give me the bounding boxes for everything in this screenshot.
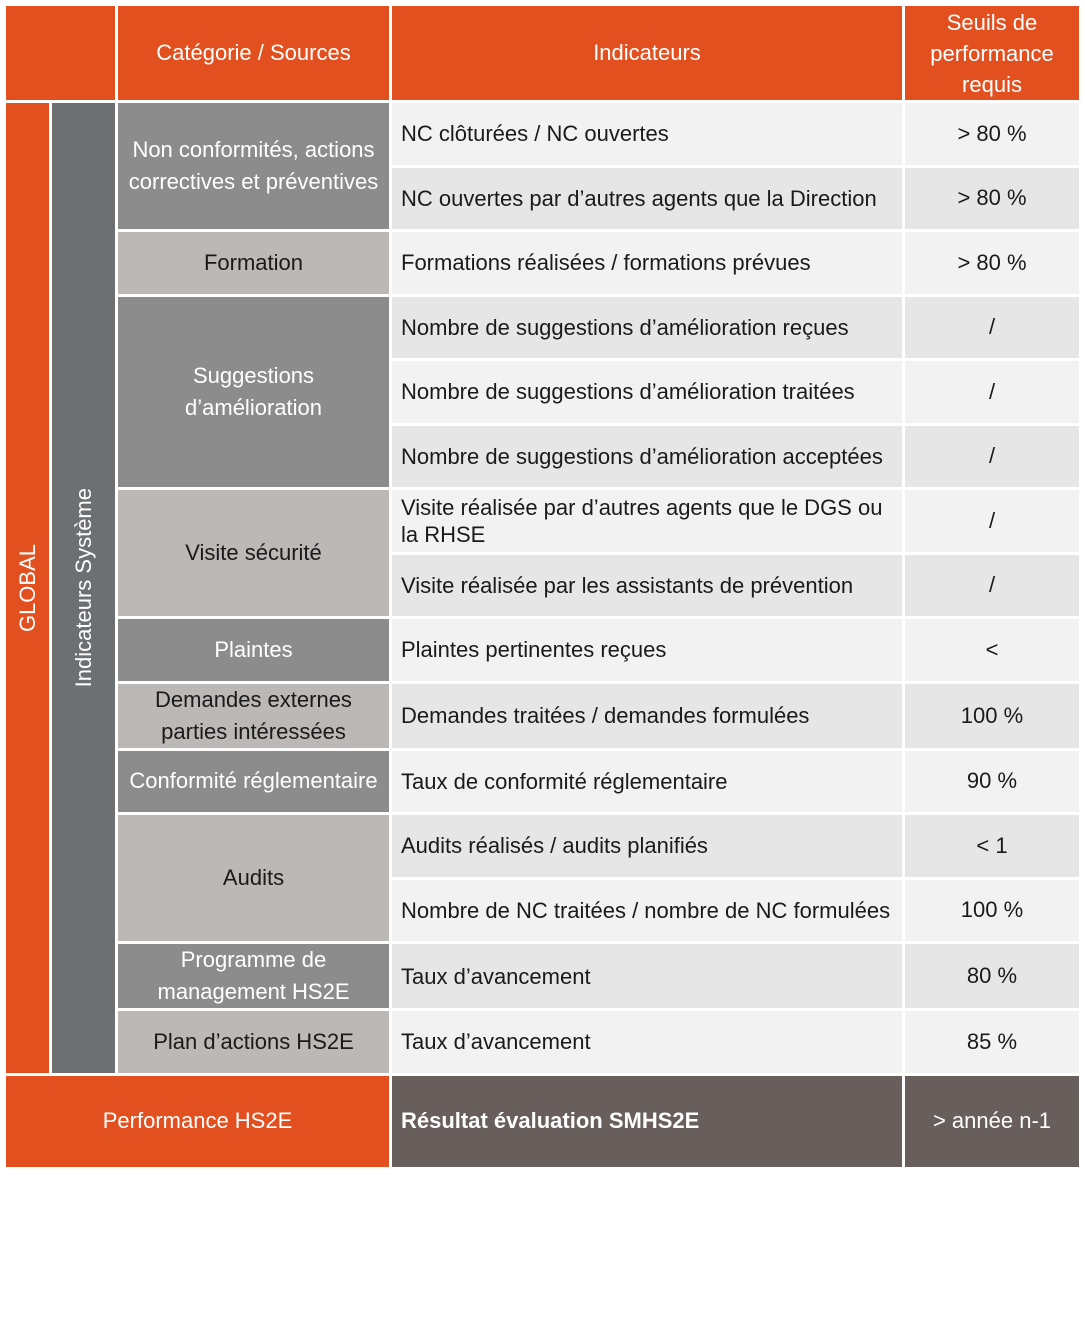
category-cell: Demandes externes parties intéressées [117, 682, 391, 749]
category-cell: Plan d’actions HS2E [117, 1010, 391, 1075]
table-row [5, 102, 1081, 167]
threshold-cell: 80 % [904, 943, 1081, 1010]
indicator-cell: Taux d’avancement [391, 1010, 904, 1075]
indicator-cell: Visite réalisée par les assistants de prévention [391, 553, 904, 618]
indicator-cell: Plaintes pertinentes reçues [391, 618, 904, 683]
category-cell: Suggestions d’amélioration [117, 295, 391, 489]
category-cell: Plaintes [117, 618, 391, 683]
header-corner [5, 5, 117, 102]
indicator-cell: Taux de conformité réglementaire [391, 749, 904, 814]
indicator-cell: NC clôturées / NC ouvertes [391, 102, 904, 167]
footer-row [5, 1074, 1081, 1168]
indicator-cell: Demandes traitées / demandes formulées [391, 682, 904, 749]
threshold-cell: / [904, 553, 1081, 618]
table-row [5, 1010, 1081, 1075]
header-row [5, 5, 1081, 102]
global-scope-cell [5, 102, 51, 1075]
performance-label: Performance HS2E [5, 1074, 391, 1168]
table-row [5, 943, 1081, 1010]
header-category: Catégorie / Sources [117, 5, 391, 102]
result-label: Résultat évaluation SMHS2E [391, 1074, 904, 1168]
performance-indicators-table [3, 3, 1082, 1170]
threshold-cell: 100 % [904, 878, 1081, 943]
threshold-cell: > 80 % [904, 166, 1081, 231]
header-indicators: Indicateurs [391, 5, 904, 102]
table-row [5, 489, 1081, 554]
indicator-cell: Nombre de suggestions d’amélioration acceptées [391, 424, 904, 489]
threshold-cell: / [904, 295, 1081, 360]
table-row [5, 231, 1081, 296]
indicator-cell: Formations réalisées / formations prévues [391, 231, 904, 296]
threshold-cell: > 80 % [904, 231, 1081, 296]
indicator-cell: Nombre de NC traitées / nombre de NC formulées [391, 878, 904, 943]
threshold-cell: 100 % [904, 682, 1081, 749]
threshold-cell: 90 % [904, 749, 1081, 814]
category-cell: Visite sécurité [117, 489, 391, 618]
system-indicators-cell [51, 102, 117, 1075]
category-cell: Programme de management HS2E [117, 943, 391, 1010]
threshold-cell: 85 % [904, 1010, 1081, 1075]
indicator-cell: NC ouvertes par d’autres agents que la Direction [391, 166, 904, 231]
threshold-cell: > 80 % [904, 102, 1081, 167]
category-cell: Conformité réglementaire [117, 749, 391, 814]
category-cell: Audits [117, 814, 391, 943]
indicator-cell: Taux d’avancement [391, 943, 904, 1010]
indicator-cell: Nombre de suggestions d’amélioration traitées [391, 360, 904, 425]
threshold-cell: / [904, 424, 1081, 489]
result-threshold: > année n-1 [904, 1074, 1081, 1168]
threshold-cell: / [904, 489, 1081, 554]
table-row [5, 618, 1081, 683]
category-cell: Non conformités, actions correctives et préventives [117, 102, 391, 231]
table-row [5, 749, 1081, 814]
system-indicators-label: Indicateurs Système [70, 488, 96, 688]
indicator-cell: Nombre de suggestions d’amélioration reçues [391, 295, 904, 360]
indicator-cell: Audits réalisés / audits planifiés [391, 814, 904, 879]
table-row [5, 814, 1081, 879]
category-cell: Formation [117, 231, 391, 296]
threshold-cell: < [904, 618, 1081, 683]
table-row [5, 682, 1081, 749]
table-row [5, 295, 1081, 360]
indicator-cell: Visite réalisée par d’autres agents que le DGS ou la RHSE [391, 489, 904, 554]
global-label: GLOBAL [14, 543, 40, 632]
header-thresholds: Seuils de performance requis [904, 5, 1081, 102]
threshold-cell: / [904, 360, 1081, 425]
threshold-cell: < 1 [904, 814, 1081, 879]
